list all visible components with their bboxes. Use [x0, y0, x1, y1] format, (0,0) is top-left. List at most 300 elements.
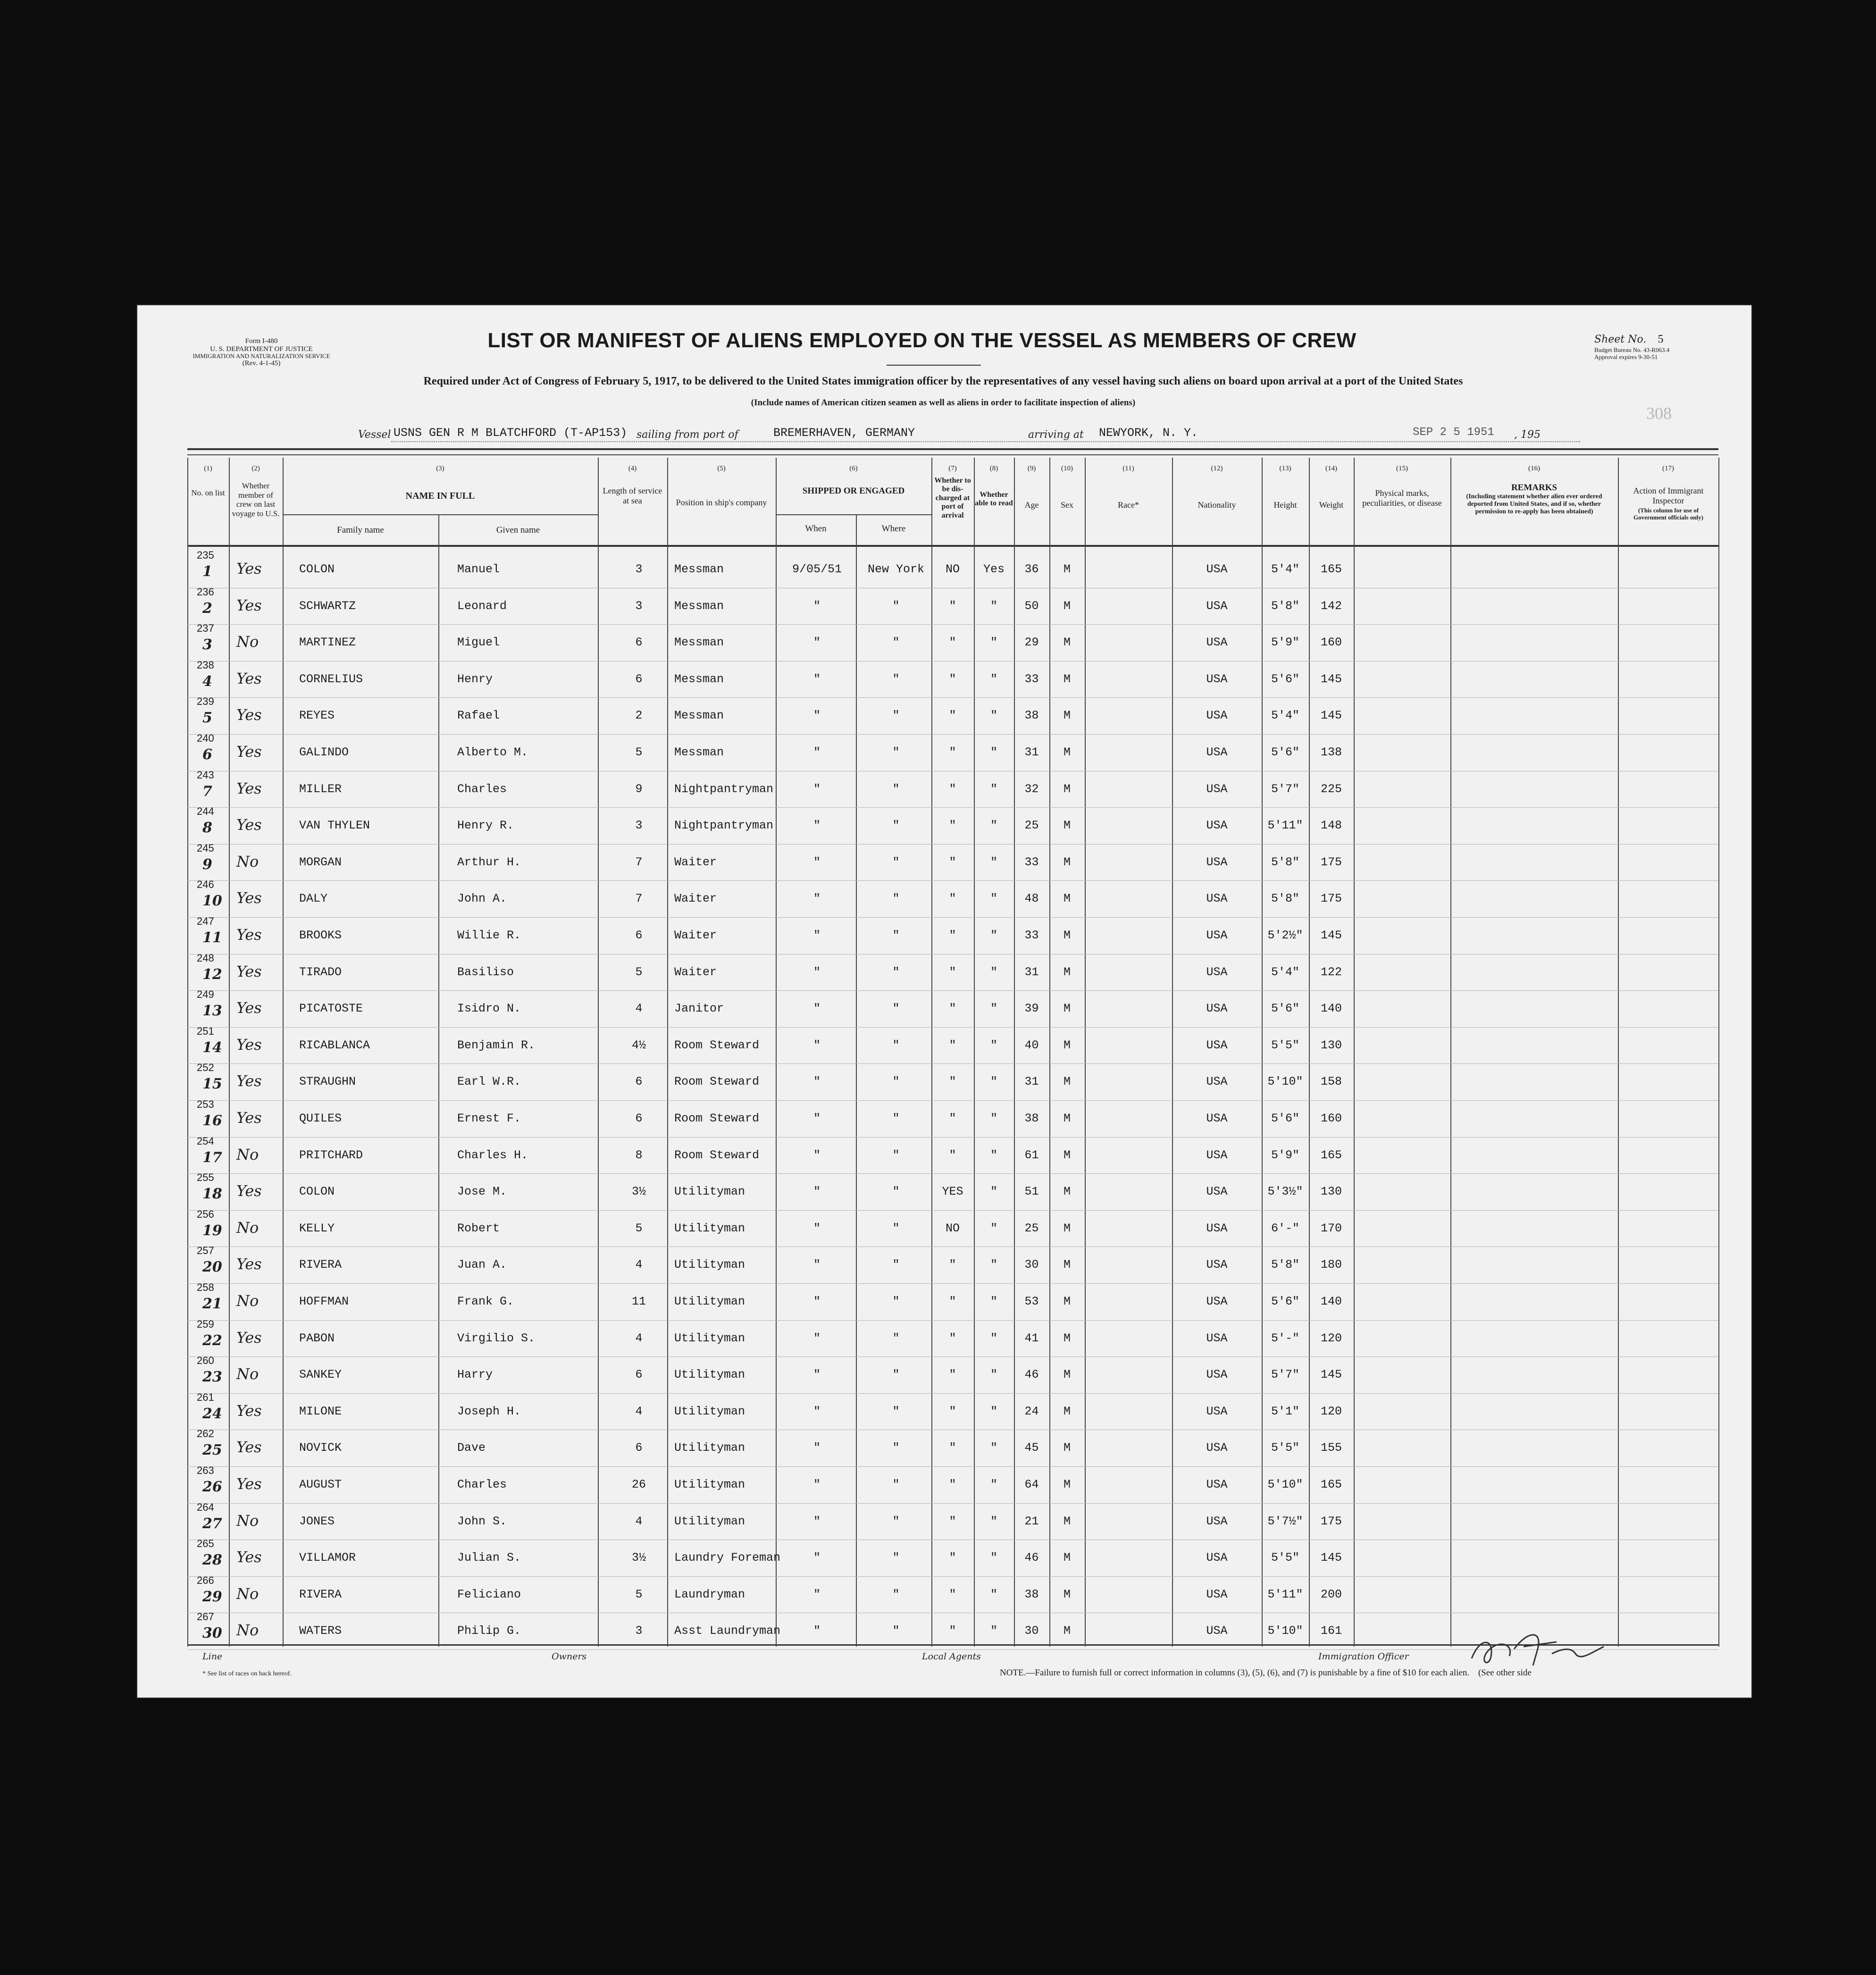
shipped-when: " [813, 1368, 821, 1382]
age: 38 [1024, 709, 1039, 723]
shipped-where: " [892, 965, 900, 979]
nationality: USA [1206, 745, 1228, 759]
stamped-line-number: 255 [197, 1172, 214, 1184]
position: Room Steward [674, 1148, 760, 1162]
family-name: RIVERA [299, 1587, 342, 1601]
shipped-when: " [813, 1185, 821, 1199]
table-row [136, 1540, 1752, 1577]
able-to-read: " [990, 1295, 997, 1308]
able-to-read: " [990, 1368, 997, 1382]
sex: M [1063, 1221, 1071, 1235]
service-length: 6 [635, 1112, 643, 1125]
sex: M [1063, 1624, 1071, 1638]
stamped-line-number: 238 [197, 659, 214, 671]
service-length: 3 [635, 599, 643, 613]
position: Utilityman [674, 1441, 745, 1455]
family-name: VILLAMOR [299, 1551, 356, 1565]
service-length: 7 [635, 892, 643, 906]
discharged: " [949, 1514, 956, 1528]
shipped-where: " [892, 1002, 900, 1016]
nationality: USA [1206, 929, 1228, 942]
nationality: USA [1206, 1624, 1228, 1638]
discharged: " [949, 892, 956, 906]
discharged: " [949, 965, 956, 979]
stamped-line-number: 265 [197, 1538, 214, 1550]
weight: 140 [1320, 1295, 1342, 1308]
row-separator [187, 1393, 1718, 1394]
arrival-port: NEWYORK, N. Y. [1099, 426, 1198, 440]
shipped-when: " [813, 1331, 821, 1345]
shipped-where: " [892, 672, 900, 686]
list-number: 11 [202, 929, 222, 946]
position: Utilityman [674, 1185, 745, 1199]
age: 33 [1024, 929, 1039, 942]
able-to-read: " [990, 1002, 997, 1016]
position: Laundry Foreman [674, 1551, 781, 1565]
sex: M [1063, 1002, 1071, 1016]
stamped-line-number: 266 [197, 1574, 214, 1586]
given-name: Julian S. [457, 1551, 521, 1565]
height: 5'1" [1271, 1404, 1299, 1418]
able-to-read: " [990, 1258, 997, 1272]
age: 48 [1024, 892, 1039, 906]
departure-port: BREMERHAVEN, GERMANY [773, 426, 915, 440]
prior-voyage: Yes [236, 1475, 262, 1493]
form-title: LIST OR MANIFEST OF ALIENS EMPLOYED ON THE VESSEL AS MEMBERS OF CREW [487, 329, 1357, 352]
list-number: 5 [202, 710, 212, 727]
col-number: (16) [1528, 465, 1540, 472]
shipped-where: " [892, 745, 900, 759]
stamped-line-number: 252 [197, 1062, 214, 1074]
prior-voyage: Yes [236, 1548, 262, 1566]
weight: 165 [1320, 1478, 1342, 1491]
nationality: USA [1206, 599, 1228, 613]
shipped-when: " [813, 819, 821, 833]
weight: 175 [1320, 892, 1342, 906]
weight: 160 [1320, 1112, 1342, 1125]
list-number: 18 [202, 1186, 222, 1203]
family-name: COLON [299, 562, 335, 576]
note-label: NOTE. [1000, 1668, 1026, 1678]
given-name: Frank G. [457, 1295, 514, 1308]
weight: 170 [1320, 1221, 1342, 1235]
row-separator [187, 1320, 1718, 1321]
header-nationality: Nationality [1198, 500, 1236, 510]
discharged: " [949, 1075, 956, 1089]
discharged: " [949, 782, 956, 796]
row-separator [187, 1576, 1718, 1577]
age: 33 [1024, 855, 1039, 869]
sailing-label: sailing from port of [636, 429, 738, 441]
approval-expiry: Approval expires 9-30-51 [1594, 353, 1658, 361]
nationality: USA [1206, 562, 1228, 576]
prior-voyage: Yes [236, 1328, 262, 1347]
vessel-line [136, 426, 1752, 445]
prior-voyage: Yes [236, 669, 262, 687]
col-number: (8) [989, 465, 998, 472]
list-number: 13 [202, 1003, 222, 1020]
stamped-line-number: 251 [197, 1025, 214, 1037]
service-length: 7 [635, 855, 643, 869]
weight: 175 [1320, 855, 1342, 869]
nationality: USA [1206, 636, 1228, 650]
table-row [136, 1428, 1752, 1467]
height: 5'10" [1267, 1624, 1303, 1638]
age: 39 [1024, 1002, 1039, 1016]
able-to-read: " [990, 1331, 997, 1345]
weight: 120 [1320, 1404, 1342, 1418]
shipped-where: " [892, 599, 900, 613]
footer-owners-label: Owners [552, 1651, 587, 1662]
shipped-where: " [892, 819, 900, 833]
weight: 145 [1320, 1368, 1342, 1382]
row-separator [187, 917, 1718, 918]
sex: M [1063, 1075, 1071, 1089]
nationality: USA [1206, 1258, 1228, 1272]
able-to-read: Yes [983, 562, 1005, 576]
service-length: 4 [635, 1331, 643, 1345]
able-to-read: " [990, 672, 997, 686]
able-to-read: " [990, 1478, 997, 1491]
sex: M [1063, 1514, 1071, 1528]
row-separator [187, 1210, 1718, 1211]
service-length: 6 [635, 1075, 643, 1089]
weight: 130 [1320, 1185, 1342, 1199]
nationality: USA [1206, 1038, 1228, 1052]
list-number: 19 [202, 1222, 222, 1239]
family-name: REYES [299, 709, 335, 723]
discharged: " [949, 929, 956, 942]
family-name: QUILES [299, 1112, 342, 1125]
prior-voyage: No [236, 1584, 259, 1603]
service-length: 5 [635, 965, 643, 979]
service-length: 4 [635, 1404, 643, 1418]
position: Utilityman [674, 1368, 745, 1382]
vessel-label: Vessel [358, 429, 391, 441]
shipped-where: " [892, 892, 900, 906]
sheet-number: 5 [1658, 333, 1664, 345]
header-when: When [805, 524, 827, 534]
sex: M [1063, 1404, 1071, 1418]
list-number: 8 [202, 820, 212, 837]
service-length: 3 [635, 1624, 643, 1638]
height: 5'3½" [1267, 1185, 1303, 1199]
given-name: Virgilio S. [457, 1331, 536, 1345]
shipped-when: " [813, 892, 821, 906]
header-inspector-note: (This column for use of Government officials only) [1633, 507, 1704, 521]
table-row [136, 1098, 1752, 1138]
service-length: 3½ [631, 1185, 646, 1199]
given-name: Harry [457, 1368, 493, 1382]
footer-line-label: Line [202, 1651, 223, 1662]
header-family-name: Family name [337, 525, 384, 535]
list-number: 24 [202, 1405, 222, 1422]
weight: 145 [1320, 929, 1342, 942]
list-number: 28 [202, 1552, 222, 1569]
height: 5'6" [1271, 1295, 1299, 1308]
row-separator [187, 807, 1718, 808]
age: 36 [1024, 562, 1039, 576]
stamped-line-number: 240 [197, 732, 214, 744]
shipped-where: " [892, 1295, 900, 1308]
age: 53 [1024, 1295, 1039, 1308]
col-number: (15) [1396, 465, 1408, 472]
sex: M [1063, 965, 1071, 979]
prior-voyage: No [236, 1292, 259, 1310]
weight: 200 [1320, 1587, 1342, 1601]
sex: M [1063, 1331, 1071, 1345]
weight: 160 [1320, 636, 1342, 650]
stamped-line-number: 261 [197, 1391, 214, 1403]
weight: 165 [1320, 562, 1342, 576]
height: 5'4" [1271, 965, 1299, 979]
family-name: SCHWARTZ [299, 599, 356, 613]
discharged: " [949, 1441, 956, 1455]
able-to-read: " [990, 855, 997, 869]
family-name: RICABLANCA [299, 1038, 370, 1052]
list-number: 30 [202, 1625, 222, 1642]
prior-voyage: Yes [236, 706, 262, 724]
able-to-read: " [990, 965, 997, 979]
prior-voyage: No [236, 1365, 259, 1383]
header-prior-voyage: Whether member of crew on last voyage to U.S. [232, 481, 280, 518]
height: 5'-" [1271, 1331, 1299, 1345]
table-row [136, 732, 1752, 772]
height: 5'7" [1271, 1368, 1299, 1382]
age: 38 [1024, 1112, 1039, 1125]
family-name: HOFFMAN [299, 1295, 349, 1308]
list-number: 6 [202, 746, 212, 763]
nationality: USA [1206, 1075, 1228, 1089]
height: 5'7" [1271, 782, 1299, 796]
height: 5'6" [1271, 1002, 1299, 1016]
prior-voyage: No [236, 1621, 259, 1640]
able-to-read: " [990, 782, 997, 796]
service-length: 3 [635, 819, 643, 833]
table-row [136, 1574, 1752, 1614]
stamped-line-number: 258 [197, 1281, 214, 1293]
able-to-read: " [990, 892, 997, 906]
height: 5'11" [1267, 1587, 1303, 1601]
able-to-read: " [990, 1185, 997, 1199]
nationality: USA [1206, 1404, 1228, 1418]
shipped-where: " [892, 1368, 900, 1382]
family-name: AUGUST [299, 1478, 342, 1491]
form-id-block [184, 337, 339, 368]
stamped-line-number: 247 [197, 915, 214, 927]
sex: M [1063, 782, 1071, 796]
sex: M [1063, 1185, 1071, 1199]
header-sex: Sex [1061, 500, 1073, 510]
able-to-read: " [990, 1148, 997, 1162]
prior-voyage: No [236, 852, 259, 870]
discharged: " [949, 1624, 956, 1638]
able-to-read: " [990, 1112, 997, 1125]
stamped-line-number: 254 [197, 1135, 214, 1147]
weight: 158 [1320, 1075, 1342, 1089]
shipped-when: " [813, 1441, 821, 1455]
age: 31 [1024, 965, 1039, 979]
service-length: 6 [635, 1441, 643, 1455]
family-name: BROOKS [299, 929, 342, 942]
header-bottom-rule [187, 545, 1718, 547]
discharged: " [949, 855, 956, 869]
position: Janitor [674, 1002, 724, 1016]
stamped-line-number: 256 [197, 1208, 214, 1220]
age: 40 [1024, 1038, 1039, 1052]
service-length: 4 [635, 1002, 643, 1016]
vessel-name: USNS GEN R M BLATCHFORD (T-AP153) [394, 426, 628, 440]
able-to-read: " [990, 709, 997, 723]
header-able-to-read: Whether able to read [975, 491, 1013, 508]
discharged: " [949, 1295, 956, 1308]
position: Utilityman [674, 1295, 745, 1308]
row-separator [187, 1027, 1718, 1028]
position: Room Steward [674, 1112, 760, 1125]
discharged: " [949, 1478, 956, 1491]
header-name-in-full: NAME IN FULL [405, 491, 475, 501]
shipped-where: " [892, 1478, 900, 1491]
given-name: Charles H. [457, 1148, 528, 1162]
table-row [136, 659, 1752, 699]
given-name: Willie R. [457, 929, 521, 942]
age: 21 [1024, 1514, 1039, 1528]
table-row [136, 1281, 1752, 1321]
stamped-line-number: 249 [197, 988, 214, 1001]
shipped-when: " [813, 782, 821, 796]
able-to-read: " [990, 599, 997, 613]
table-row [136, 622, 1752, 662]
nationality: USA [1206, 709, 1228, 723]
table-row [136, 1174, 1752, 1211]
table-row [136, 952, 1752, 992]
height: 5'7½" [1267, 1514, 1303, 1528]
discharged: " [949, 1331, 956, 1345]
prior-voyage: Yes [236, 743, 262, 761]
stamped-line-number: 236 [197, 586, 214, 598]
nationality: USA [1206, 782, 1228, 796]
shipped-where: " [892, 929, 900, 942]
given-name: Miguel [457, 636, 500, 650]
sheet-number-block [1594, 333, 1736, 361]
table-row [136, 1318, 1752, 1358]
header-where: Where [881, 524, 906, 534]
weight: 155 [1320, 1441, 1342, 1455]
age: 25 [1024, 1221, 1039, 1235]
shipped-where: New York [867, 562, 925, 576]
age: 64 [1024, 1478, 1039, 1491]
footer-agents-label: Local Agents [922, 1651, 981, 1662]
fine-note [1000, 1668, 1532, 1678]
header-age: Age [1024, 500, 1039, 510]
service-length: 6 [635, 1368, 643, 1382]
discharged: " [949, 745, 956, 759]
weight: 138 [1320, 745, 1342, 759]
shipped-when: " [813, 965, 821, 979]
header-inspector-action: Action of Immigrant Inspector [1633, 486, 1704, 505]
col-number: (9) [1027, 465, 1036, 472]
list-number: 20 [202, 1259, 222, 1276]
table-row [136, 1391, 1752, 1431]
service-length: 9 [635, 782, 643, 796]
age: 41 [1024, 1331, 1039, 1345]
able-to-read: " [990, 819, 997, 833]
shipped-when: " [813, 636, 821, 650]
table-row [136, 549, 1752, 589]
service-length: 4 [635, 1258, 643, 1272]
col-number: (5) [717, 465, 726, 472]
list-number: 7 [202, 783, 212, 800]
row-separator [187, 1063, 1718, 1064]
sex: M [1063, 1441, 1071, 1455]
height: 5'10" [1267, 1478, 1303, 1491]
prior-voyage: Yes [236, 779, 262, 797]
nationality: USA [1206, 1514, 1228, 1528]
revision: (Rev. 4-1-45) [242, 360, 281, 368]
age: 50 [1024, 599, 1039, 613]
col-number: (6) [849, 465, 858, 472]
given-name: John S. [457, 1514, 507, 1528]
able-to-read: " [990, 745, 997, 759]
prior-voyage: Yes [236, 596, 262, 614]
shipped-where: " [892, 1258, 900, 1272]
given-name: Manuel [457, 562, 500, 576]
shipped-where: " [892, 855, 900, 869]
discharged: " [949, 1258, 956, 1272]
position: Utilityman [674, 1404, 745, 1418]
position: Messman [674, 672, 724, 686]
height: 5'4" [1271, 709, 1299, 723]
nationality: USA [1206, 1002, 1228, 1016]
able-to-read: " [990, 1624, 997, 1638]
sex: M [1063, 745, 1071, 759]
nationality: USA [1206, 1331, 1228, 1345]
row-separator [187, 880, 1718, 881]
stamped-line-number: 244 [197, 805, 214, 818]
sex: M [1063, 1295, 1071, 1308]
list-number: 10 [202, 893, 222, 910]
discharged: " [949, 636, 956, 650]
given-name: Rafael [457, 709, 500, 723]
able-to-read: " [990, 1038, 997, 1052]
able-to-read: " [990, 1587, 997, 1601]
nationality: USA [1206, 1478, 1228, 1491]
shipped-when: " [813, 1404, 821, 1418]
service-length: 5 [635, 1587, 643, 1601]
header-discharged: Whether to be dis-charged at port of arrival [934, 477, 971, 519]
service-length: 6 [635, 672, 643, 686]
family-name: MARTINEZ [299, 636, 356, 650]
shipped-when: " [813, 929, 821, 942]
shipped-where: " [892, 1185, 900, 1199]
list-number: 1 [202, 563, 212, 580]
header-position: Position in ship's company [676, 498, 767, 507]
family-name: STRAUGHN [299, 1075, 356, 1089]
service-length: 11 [631, 1295, 646, 1308]
family-name: COLON [299, 1185, 335, 1199]
nationality: USA [1206, 855, 1228, 869]
family-name: PICATOSTE [299, 1002, 363, 1016]
sex: M [1063, 892, 1071, 906]
weight: 120 [1320, 1331, 1342, 1345]
sex: M [1063, 1112, 1071, 1125]
header-height: Height [1273, 500, 1297, 510]
service-name: IMMIGRATION AND NATURALIZATION SERVICE [193, 352, 330, 360]
row-separator [187, 734, 1718, 735]
header-physical-marks: Physical marks, peculiarities, or disease [1362, 488, 1442, 508]
weight: 161 [1320, 1624, 1342, 1638]
header-race: Race* [1118, 500, 1139, 510]
